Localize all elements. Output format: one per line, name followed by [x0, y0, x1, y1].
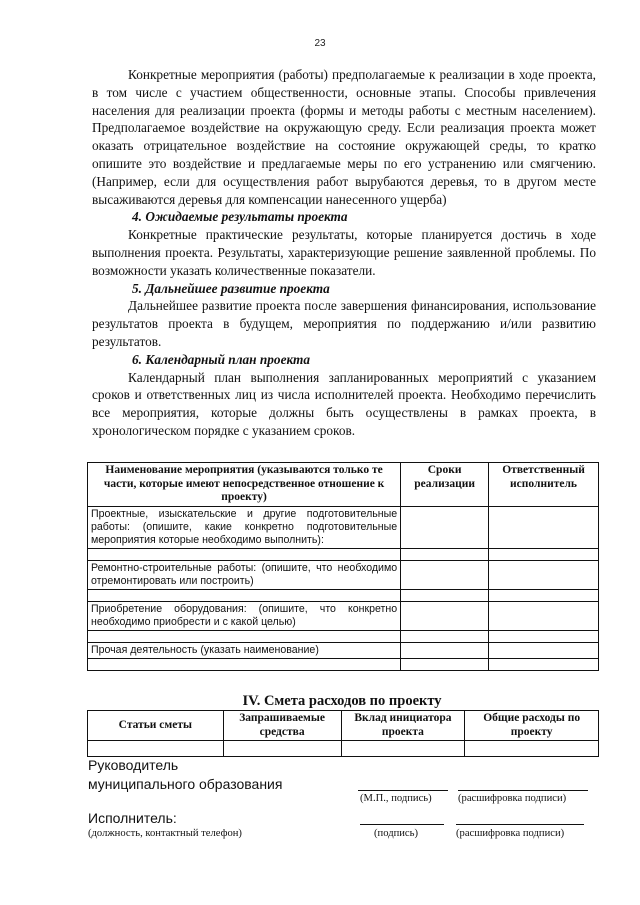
executor-signature-line [360, 824, 444, 825]
table-header-row [88, 711, 599, 741]
event-deadline-cell[interactable] [401, 642, 489, 658]
page-number: 23 [314, 38, 326, 49]
table-header-row [88, 463, 599, 507]
table-row [88, 548, 599, 560]
event-construction: Ремонтно-строительные работы: (опишите, что необходимо отремонтировать или построить) [88, 560, 401, 589]
section-budget-title: IV. Смета расходов по проекту [242, 693, 442, 709]
executor-caption: (должность, контактный телефон) [88, 828, 242, 839]
event-deadline-cell[interactable] [401, 560, 489, 589]
paragraph-calendar: Календарный план выполнения запланированных мероприятий с указанием сроков и ответственных лиц из числа исполнителей проекта. Необходимо перечислить все мероприятия, которые должны быть осуществлены в рамках проекта, в хронологическом порядке с указанием сроков. [92, 369, 596, 438]
signature-municipality-label: муниципального образования [88, 776, 283, 792]
table-row [88, 601, 599, 630]
table-row [88, 741, 599, 757]
executor-label: Исполнитель: [88, 810, 177, 826]
heading-expected-results: 4. Ожидаемые результаты проекта [132, 209, 348, 225]
calendar-plan-table [87, 462, 599, 671]
event-responsible-cell[interactable] [489, 642, 599, 658]
executor-decoding-line [456, 824, 584, 825]
event-other: Прочая деятельность (указать наименование) [88, 642, 401, 658]
signature-decoding-caption: (расшифровка подписи) [458, 793, 567, 804]
table-row [88, 642, 599, 658]
table-row [88, 589, 599, 601]
header-requested-funds: Запрашиваемые средства [223, 711, 341, 741]
event-responsible-cell[interactable] [489, 601, 599, 630]
event-preparatory: Проектные, изыскательские и другие подготовительные работы: (опишите, какие конкретно подготовительные мероприятия которые необходимо выполнить): [88, 506, 401, 548]
event-deadline-cell[interactable] [401, 506, 489, 548]
paragraph-activities: Конкретные мероприятия (работы) предполагаемые к реализации в ходе проекта, в том числе с участием общественности, основные этапы. Способы привлечения населения для реализации проекта (формы и методы работы с местным населением). Предполагаемое воздействие на окружающую среду. Если реализация проекта может оказать отрицательное воздействие на состояние окружающей среды, то кратко опишите это воздействие и предлагаемые меры по его устранению или смягчению. (Например, если для осуществления работ вырубаются деревья, то в другом месте высаживаются деревья для компенсации нанесенного ущерба) [92, 67, 596, 207]
event-deadline-cell[interactable] [401, 601, 489, 630]
executor-decoding-caption: (расшифровка подписи) [456, 828, 565, 839]
signature-mp-caption: (М.П., подпись) [360, 793, 432, 804]
budget-table [87, 710, 599, 757]
event-responsible-cell[interactable] [489, 560, 599, 589]
header-deadlines: Сроки реализации [401, 463, 489, 507]
header-event-name: Наименование мероприятия (указываются только те части, которые имеют непосредственное отношение к проекту) [88, 463, 401, 507]
heading-calendar-plan: 6. Календарный план проекта [132, 351, 311, 367]
table-row [88, 658, 599, 670]
header-total-expenses: Общие расходы по проекту [465, 711, 599, 741]
table-row [88, 506, 599, 548]
signature-decoding-line [458, 790, 588, 791]
table-row [88, 560, 599, 589]
table-row [88, 630, 599, 642]
header-initiator-contribution: Вклад инициатора проекта [341, 711, 465, 741]
event-responsible-cell[interactable] [489, 506, 599, 548]
heading-further-development: 5. Дальнейшее развитие проекта [132, 280, 330, 296]
paragraph-development: Дальнейшее развитие проекта после завершения финансирования, использование результатов проекта в будущем, мероприятия по поддержанию и/или развитию результатов. [92, 298, 596, 349]
signature-line [358, 790, 448, 791]
signature-head-label: Руководитель [88, 757, 179, 773]
executor-signature-caption: (подпись) [374, 828, 418, 839]
header-responsible: Ответственный исполнитель [489, 463, 599, 507]
paragraph-results: Конкретные практические результаты, которые планируется достичь в ходе выполнения проекта. Результаты, характеризующие решение заявленной проблемы. По возможности указать количественные показатели. [92, 227, 596, 278]
document-body [92, 66, 596, 440]
event-equipment: Приобретение оборудования: (опишите, что конкретно необходимо приобрести и с какой целью) [88, 601, 401, 630]
header-budget-items: Статьи сметы [88, 711, 224, 741]
